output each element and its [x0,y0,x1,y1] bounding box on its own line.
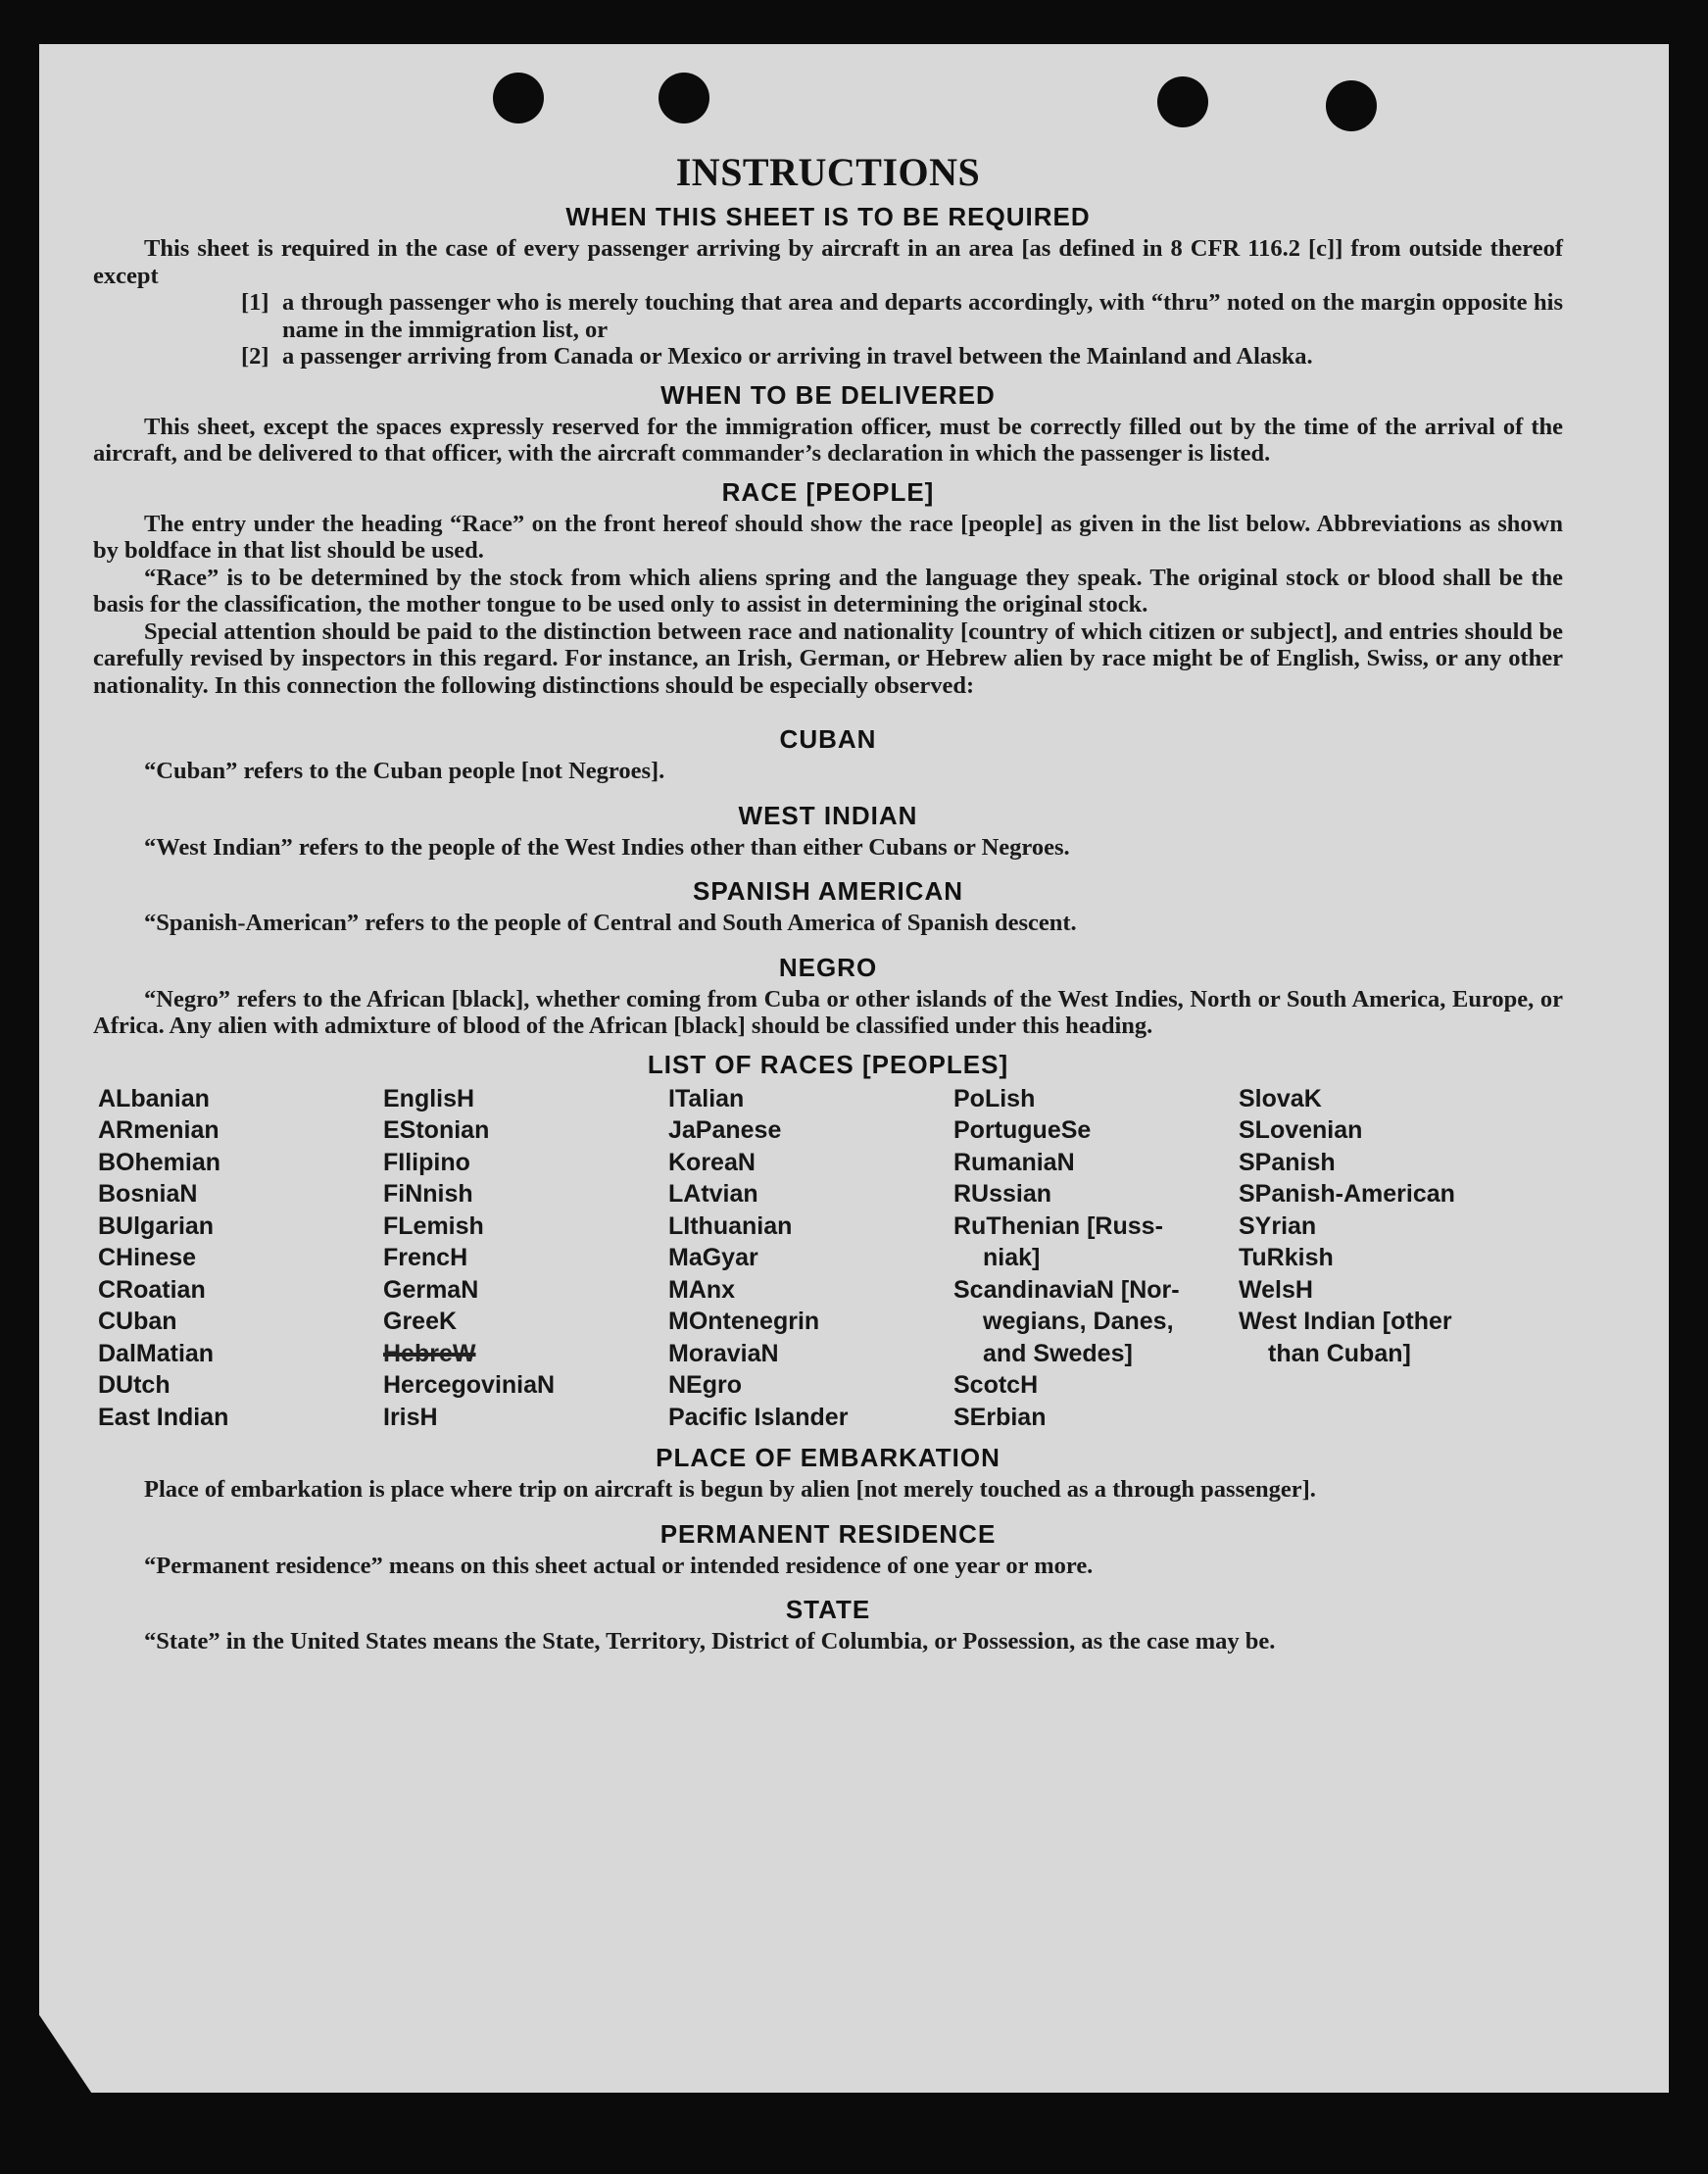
race-entry: PoLish [953,1084,1036,1112]
race-entry: East Indian [98,1403,229,1431]
race-entry-continued: niak] [983,1244,1041,1271]
race-entry: FLemish [383,1211,484,1240]
heading-delivered: WHEN TO BE DELIVERED [660,379,996,410]
race-entry: GreeK [383,1308,458,1335]
race-entry: TuRkish [1239,1244,1334,1271]
race-entry: BosniaN [98,1180,198,1208]
race-column [953,1083,1239,1434]
race-entry: SPanish-American [1239,1180,1455,1208]
heading-spanish-american: SPANISH AMERICAN [692,876,963,906]
race-column [1239,1083,1533,1434]
race-entry: MoraviaN [668,1339,779,1367]
race-entry: SPanish [1239,1148,1336,1176]
race-entry: CUban [98,1308,177,1335]
required-item [241,343,1563,371]
race-entry: IrisH [383,1403,438,1431]
race-entry: CHinese [98,1244,197,1271]
race-entry: EStonian [383,1116,490,1144]
race-list [98,1083,1563,1434]
race-entry: DalMatian [98,1339,215,1367]
race-entry: WelsH [1239,1275,1313,1304]
race-entry-struck: HebreW [383,1339,476,1367]
race-entry: HercegoviniaN [383,1371,556,1399]
race-entry: PortugueSe [953,1116,1092,1144]
race-entry: KoreaN [668,1148,756,1176]
west-indian-text: “West Indian” refers to the people of the West Indies other than either Cubans or Negroes. [144,833,1070,861]
punch-hole [659,73,709,124]
race-entry: DUtch [98,1371,171,1399]
race-paragraph: “Race” is to be determined by the stock from which aliens spring and the language they speak. The original stock or blood shall be the basis for the classification, the mother tongue to be used only to assist in determining the original stock. [93,564,1563,618]
required-intro: This sheet is required in the case of every passenger arriving by aircraft in an area [as defined in 8 CFR 116.2 [c]] from outside thereof except [93,235,1563,289]
punch-hole [493,73,544,124]
heading-west-indian: WEST INDIAN [738,800,918,830]
race-entry: FiNnish [383,1180,473,1208]
race-entry: SErbian [953,1403,1047,1431]
embarkation-text: Place of embarkation is place where trip on aircraft is begun by alien [not merely touched as a through passenger]. [144,1476,1316,1503]
heading-residence: PERMANENT RESIDENCE [659,1518,997,1549]
race-entry-continued: wegians, Danes, [983,1308,1174,1335]
race-entry: ScandinaviaN [Nor- [953,1275,1180,1304]
negro-text: “Negro” refers to the African [black], whether coming from Cuba or other islands of the West Indies, North or South America, Europe, or Africa. Any alien with admixture of blood of the African [black] should be classified under this heading. [93,985,1563,1039]
delivered-text: This sheet, except the spaces expressly reserved for the immigration officer, must be correctly filled out by the time of the arrival of the aircraft, and be delivered to that officer, with the aircraft commander’s declaration in which the passenger is listed. [93,413,1563,467]
heading-race: RACE [PEOPLE] [721,476,935,507]
race-column [383,1083,668,1434]
race-entry: JaPanese [668,1116,782,1144]
race-entry: West Indian [other [1239,1308,1452,1335]
race-entry: RuThenian [Russ- [953,1211,1163,1240]
race-paragraph: Special attention should be paid to the distinction between race and nationality [country of which citizen or subject], and entries should be carefully revised by inspectors in this regard. For instance, an Irish, German, or Hebrew alien by race might be of English, Swiss, or any other nationality. In this connection the following distinctions should be especially observed: [93,618,1563,699]
heading-cuban: CUBAN [779,724,877,754]
race-entry: LIthuanian [668,1211,793,1240]
heading-required: WHEN THIS SHEET IS TO BE REQUIRED [565,202,1091,231]
item-text: a through passenger who is merely touching that area and departs accordingly, with “thru” noted on the margin opposite his name in the immigration list, or [282,289,1563,343]
item-text: a passenger arriving from Canada or Mexico or arriving in travel between the Mainland and Alaska. [282,343,1313,370]
race-entry: ALbanian [98,1084,210,1112]
race-column [98,1083,383,1434]
required-item [241,289,1563,343]
race-entry: FrencH [383,1244,468,1271]
punch-hole [1326,80,1377,131]
race-entry: ScotcH [953,1371,1039,1399]
race-column [668,1083,953,1434]
item-number: [2] [241,343,269,370]
race-entry: NEgro [668,1371,742,1399]
race-entry: MaGyar [668,1244,758,1271]
race-entry: RUssian [953,1180,1052,1208]
race-entry: RumaniaN [953,1148,1075,1176]
race-entry: BUlgarian [98,1211,215,1240]
state-text: “State” in the United States means the State, Territory, District of Columbia, or Possession, as the case may be. [144,1628,1276,1655]
race-entry: BOhemian [98,1148,221,1176]
race-entry: FIlipino [383,1148,470,1176]
heading-list-of-races: LIST OF RACES [PEOPLES] [647,1049,1009,1079]
page-title: INSTRUCTIONS [675,150,981,194]
document-content [93,147,1563,1655]
spanish-american-text: “Spanish-American” refers to the people of Central and South America of Spanish descent. [144,910,1077,936]
race-entry: CRoatian [98,1275,206,1304]
residence-text: “Permanent residence” means on this sheet actual or intended residence of one year or more. [144,1552,1094,1579]
race-entry: EnglisH [383,1084,475,1112]
race-entry: SLovenian [1239,1116,1363,1144]
race-entry: MOntenegrin [668,1308,820,1335]
race-entry: ITalian [668,1084,745,1112]
heading-embarkation: PLACE OF EMBARKATION [656,1443,1000,1472]
race-entry: SYrian [1239,1211,1317,1240]
race-entry: Pacific Islander [668,1403,849,1431]
race-entry: SlovaK [1239,1084,1322,1112]
race-entry: GermaN [383,1275,479,1304]
race-entry: MAnx [668,1275,736,1304]
race-paragraph: The entry under the heading “Race” on the front hereof should show the race [people] as given in the list below. Abbreviations as shown by boldface in that list should be used. [93,510,1563,564]
race-entry-continued: than Cuban] [1268,1339,1411,1367]
race-entry: ARmenian [98,1116,220,1144]
heading-negro: NEGRO [778,952,878,982]
punch-hole [1157,76,1208,127]
heading-state: STATE [785,1595,871,1624]
race-entry-continued: and Swedes] [983,1339,1133,1367]
race-entry: LAtvian [668,1180,758,1208]
cuban-text: “Cuban” refers to the Cuban people [not Negroes]. [144,758,665,784]
item-number: [1] [241,289,269,316]
